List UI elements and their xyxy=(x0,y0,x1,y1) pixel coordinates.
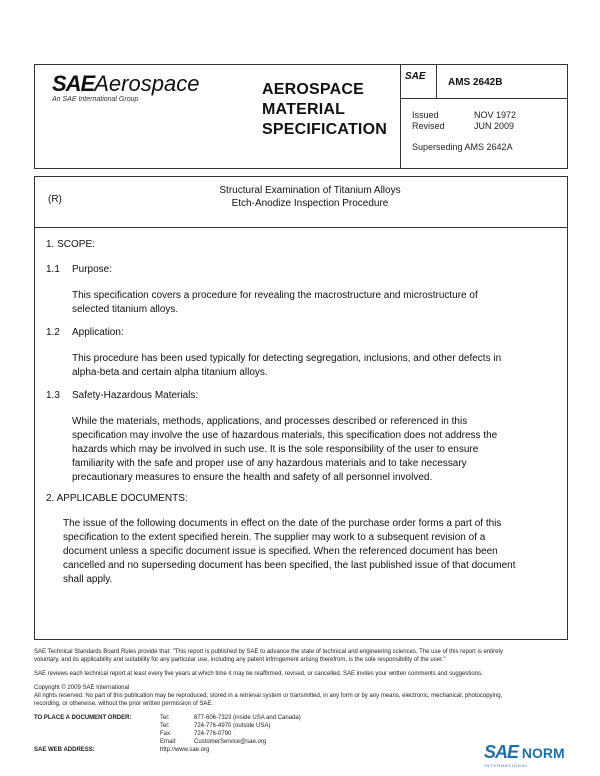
sae-norm-subtitle: INTERNATIONAL xyxy=(484,763,529,768)
section-heading: Purpose: xyxy=(72,264,113,275)
section-heading: 2. APPLICABLE DOCUMENTS: xyxy=(46,493,188,504)
header-divider xyxy=(400,98,568,99)
document-type: AEROSPACE MATERIAL SPECIFICATION xyxy=(262,81,387,138)
ams-number: AMS 2642B xyxy=(448,77,503,88)
standards-board-rules: SAE Technical Standards Board Rules provide that: "This report is published by SAE to advance the state of technical and engineering sciences. The use of this report is entirely voluntary, and its applicability and suitability for any particular use, including any patent infringement arising therefrom, is the sole responsibility of the user." xyxy=(34,649,503,663)
paragraph: The issue of the following documents in effect on the date of the purchase order forms a part of this specification to the extent specified herein. The supplier may work to a subsequent revision of a document unless a specific document issue is specified. When the referenced document has been cancelled and no superseding document has been specified, the last published issue of that document shall apply. xyxy=(63,518,516,585)
contact-label: Tel: xyxy=(160,723,170,729)
revised-date: JUN 2009 xyxy=(474,121,515,131)
revision-mark: (R) xyxy=(48,194,62,205)
section-heading: Application: xyxy=(72,327,124,338)
copyright: Copyright © 2009 SAE International xyxy=(34,685,130,691)
section-number: 1.1 xyxy=(46,264,60,275)
sae-logo-icon: SAE xyxy=(405,71,426,82)
sae-aerospace-logo: SAEAerospace xyxy=(52,71,200,96)
contact-label: Tel: xyxy=(160,715,170,721)
contact-label: Fax: xyxy=(160,731,172,737)
paragraph: This procedure has been used typically for detecting segregation, inclusions, and other defects in alpha-beta and certain alpha titanium alloys. xyxy=(72,353,502,378)
section-number: 1.2 xyxy=(46,327,60,338)
fax-number: 724-776-0790 xyxy=(194,731,232,737)
web-label: SAE WEB ADDRESS: xyxy=(34,747,95,753)
header-divider xyxy=(400,64,401,169)
section-number: 1.3 xyxy=(46,390,60,401)
revised-label: Revised xyxy=(412,121,445,131)
review-note: SAE reviews each technical report at least every five years at which time it may be reaffirmed, revised, or cancelled. SAE invites your written comments and suggestions. xyxy=(34,671,483,677)
rights-note: All rights reserved. No part of this publication may be reproduced, stored in a retrieval system or transmitted, in any form or by any means, electronic, mechanical, photocopying, recording, or otherwise, without the prior written permission of SAE. xyxy=(34,693,503,707)
header-divider xyxy=(436,64,437,98)
phone-link[interactable]: 877-606-7323 (inside USA and Canada) xyxy=(194,715,301,721)
contact-label: Email: xyxy=(160,739,177,745)
section-heading: 1. SCOPE: xyxy=(46,239,95,250)
section-heading: Safety-Hazardous Materials: xyxy=(72,390,199,401)
email-link[interactable]: CustomerService@sae.org xyxy=(194,739,267,745)
phone-link[interactable]: 724-776-4970 (outside USA) xyxy=(194,723,271,729)
issued-date: NOV 1972 xyxy=(474,110,517,120)
superseding-note: Superseding AMS 2642A xyxy=(412,142,513,152)
paragraph: This specification covers a procedure for revealing the macrostructure and microstructure of selected titanium alloys. xyxy=(72,290,478,315)
sae-norm-logo: SAE NORM xyxy=(484,742,565,762)
document-title: Structural Examination of Titanium Alloys Etch-Anodize Inspection Procedure xyxy=(219,185,401,209)
logo-subtitle: An SAE International Group xyxy=(52,96,139,103)
order-label: TO PLACE A DOCUMENT ORDER: xyxy=(34,715,132,721)
website-link[interactable]: http://www.sae.org xyxy=(160,747,210,753)
paragraph: While the materials, methods, applications, and processes described or referenced in this specification may involve the use of hazardous materials, this specification does not address the hazards which may be involved in such use. It is the sole responsibility of the user to ensure familiarity with the safe and proper use of any hazardous materials and to take necessary precautionary measures to ensure the health and safety of all personnel involved. xyxy=(72,416,498,483)
issued-label: Issued xyxy=(412,110,439,120)
